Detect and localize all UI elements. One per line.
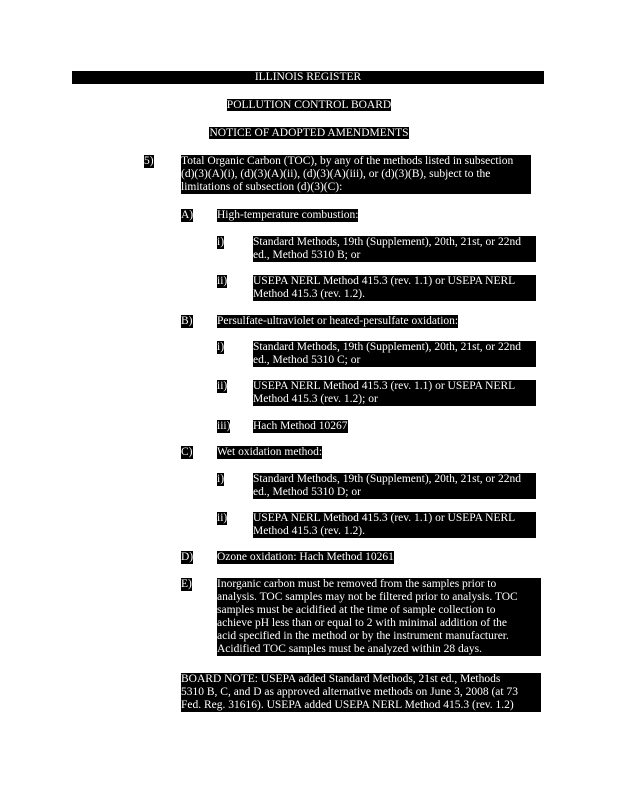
notice-title: NOTICE OF ADOPTED AMENDMENTS [209, 127, 409, 139]
item-D-marker: D) [181, 551, 194, 563]
text-line: 5310 B, C, and D as approved alternative methods on June 3, 2008 (at 73 [181, 686, 518, 698]
item-A-marker: A) [181, 209, 194, 221]
item-A-ii-text [253, 275, 536, 301]
item-E-marker: E) [181, 578, 192, 590]
item-A-label: High-temperature combustion: [217, 209, 359, 221]
text-line: Acidified TOC samples must be analyzed within 28 days. [217, 643, 482, 655]
item-B-label: Persulfate-ultraviolet or heated-persulfate oxidation: [217, 315, 459, 327]
item-B-iii-marker: iii) [217, 420, 231, 432]
register-title: ILLINOIS REGISTER [254, 71, 362, 83]
board-title-wrap [0, 99, 618, 112]
board-note [181, 673, 541, 712]
register-banner [72, 71, 544, 84]
text-line: Method 415.3 (rev. 1.2); or [253, 393, 378, 405]
board-title: POLLUTION CONTROL BOARD [226, 99, 392, 111]
item-5-text [181, 155, 531, 194]
text-line: limitations of subsection (d)(3)(C): [181, 181, 343, 193]
text-line: USEPA NERL Method 415.3 (rev. 1.1) or USEPA NERL [253, 512, 516, 524]
text-line: Standard Methods, 19th (Supplement), 20th, 21st, or 22nd [253, 341, 521, 353]
item-C-ii-text [253, 512, 536, 538]
item-A-ii-marker: ii) [217, 275, 228, 287]
text-line: achieve pH less than or equal to 2 with minimal addition of the [217, 617, 507, 629]
text-line: Standard Methods, 19th (Supplement), 20th, 21st, or 22nd [253, 236, 521, 248]
text-line: Method 415.3 (rev. 1.2). [253, 288, 365, 300]
item-E-text [217, 578, 541, 656]
item-C-i-marker: i) [217, 473, 225, 485]
text-line: samples must be acidified at the time of sample collection to [217, 604, 496, 616]
item-C-label: Wet oxidation method: [217, 446, 323, 458]
item-B-i-text [253, 341, 536, 367]
item-A-i-marker: i) [217, 236, 225, 248]
text-line: Standard Methods, 19th (Supplement), 20th, 21st, or 22nd [253, 473, 521, 485]
text-line: USEPA NERL Method 415.3 (rev. 1.1) or USEPA NERL [253, 380, 516, 392]
item-C-ii-marker: ii) [217, 512, 228, 524]
item-A-i-text [253, 236, 536, 262]
item-D-label: Ozone oxidation: Hach Method 10261 [217, 551, 394, 563]
text-line: acid specified in the method or by the instrument manufacturer. [217, 630, 509, 642]
item-B-ii-text [253, 380, 536, 406]
item-B-i-marker: i) [217, 341, 225, 353]
text-line: Total Organic Carbon (TOC), by any of the methods listed in subsection [181, 155, 514, 167]
text-line: BOARD NOTE: USEPA added Standard Methods, 21st ed., Methods [181, 673, 501, 685]
item-C-marker: C) [181, 446, 193, 458]
item-B-ii-marker: ii) [217, 380, 228, 392]
text-line: ed., Method 5310 D; or [253, 486, 361, 498]
notice-title-wrap [0, 127, 618, 140]
text-line: (d)(3)(A)(i), (d)(3)(A)(ii), (d)(3)(A)(iii), or (d)(3)(B), subject to the [181, 168, 491, 180]
text-line: Method 415.3 (rev. 1.2). [253, 525, 365, 537]
text-line: ed., Method 5310 B; or [253, 249, 361, 261]
text-line: Fed. Reg. 31616). USEPA added USEPA NERL Method 415.3 (rev. 1.2) [181, 699, 514, 711]
text-line: USEPA NERL Method 415.3 (rev. 1.1) or USEPA NERL [253, 275, 516, 287]
item-B-iii-text: Hach Method 10267 [253, 420, 348, 432]
text-line: analysis. TOC samples may not be filtered prior to analysis. TOC [217, 591, 518, 603]
text-line: Inorganic carbon must be removed from the samples prior to [217, 578, 497, 590]
item-B-marker: B) [181, 315, 193, 327]
text-line: ed., Method 5310 C; or [253, 354, 361, 366]
item-C-i-text [253, 473, 536, 499]
item-5-marker: 5) [144, 155, 154, 167]
